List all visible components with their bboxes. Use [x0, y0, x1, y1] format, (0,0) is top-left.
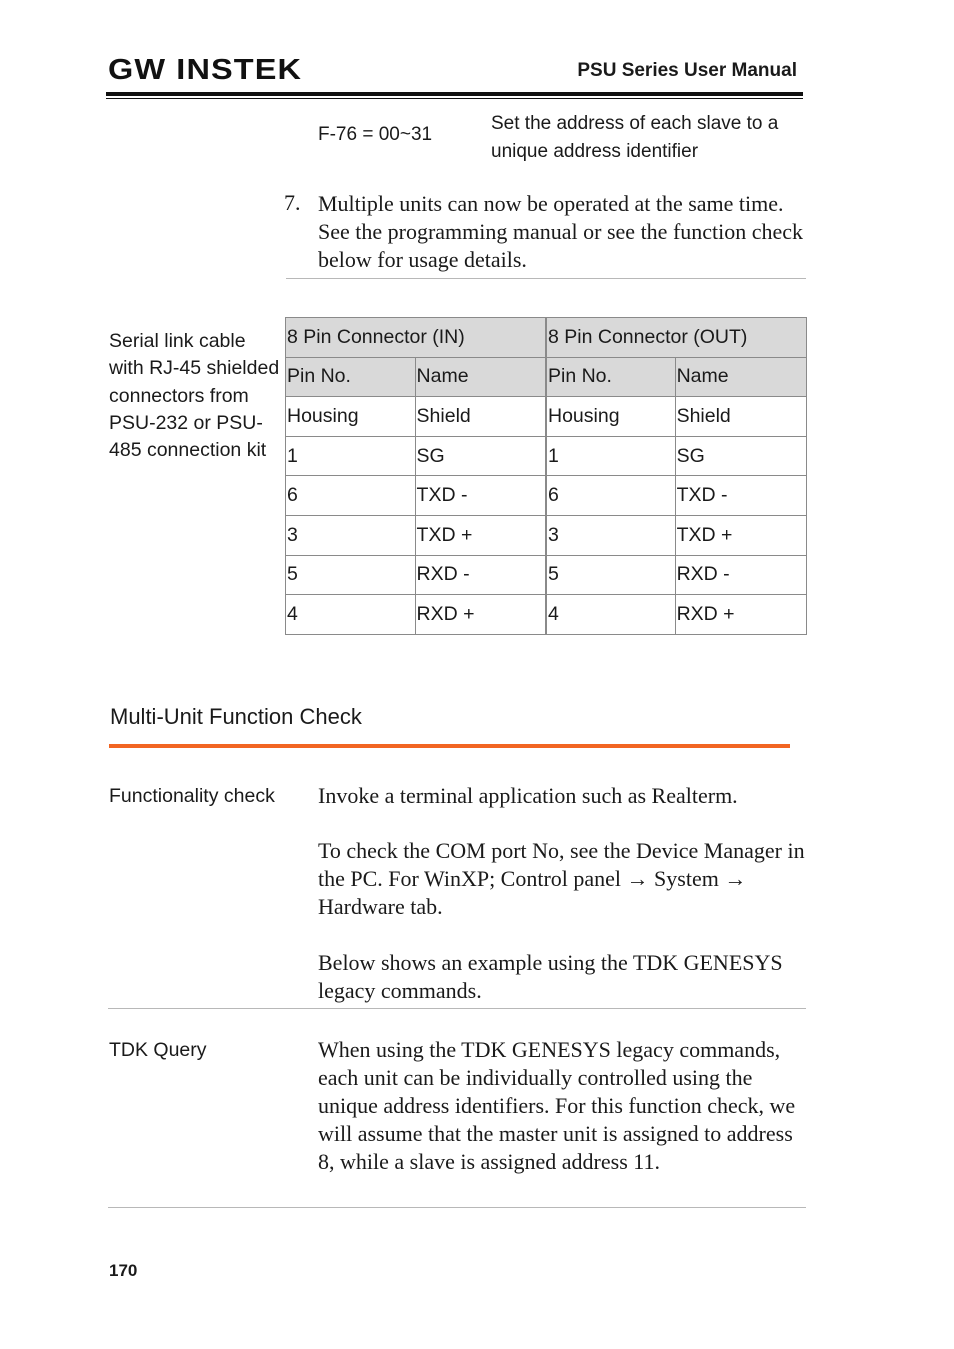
tdk-query-label: TDK Query [109, 1039, 207, 1061]
functionality-label: Functionality check [109, 785, 275, 807]
pin-cell: 1 [286, 436, 416, 476]
section-rule [109, 744, 790, 748]
step-text: Multiple units can now be operated at the same time. See the programming manual or see the function check below for usage details. [318, 191, 804, 272]
column-header-name: Name [415, 357, 545, 397]
table-title: 8 Pin Connector (OUT) [547, 318, 807, 358]
name-cell: TXD + [415, 515, 545, 555]
setting-key: F-76 = 00~31 [318, 124, 433, 145]
pin-cell: 6 [547, 476, 676, 516]
table-row [286, 555, 546, 595]
pin-table-out [546, 317, 807, 635]
tdk-query-text: When using the TDK GENESYS legacy commands, each unit can be individually controlled using the unique address identifiers. For this function check, we will assume that the master unit is assigned to address 8, while a slave is assigned address 11. [318, 1037, 796, 1174]
functionality-divider [108, 1008, 806, 1009]
name-cell: TXD + [675, 515, 806, 555]
functionality-paragraph-1: Invoke a terminal application such as Realterm. [318, 783, 738, 808]
step-divider [286, 278, 806, 279]
table-row [547, 397, 807, 437]
table-row [286, 397, 546, 437]
column-header-pin: Pin No. [286, 357, 416, 397]
header-rule [106, 92, 803, 96]
setting-description: Set the address of each slave to a unique address identifier [491, 113, 779, 162]
name-cell: TXD - [415, 476, 545, 516]
table-row [547, 476, 807, 516]
pin-cell: 4 [286, 595, 416, 635]
name-cell: RXD + [675, 595, 806, 635]
pin-cell: 4 [547, 595, 676, 635]
pin-cell: Housing [547, 397, 676, 437]
header-rule-thin [106, 98, 803, 99]
name-cell: SG [675, 436, 806, 476]
pin-cell: 5 [547, 555, 676, 595]
functionality-paragraph-2: To check the COM port No, see the Device Manager in the PC. For WinXP; Control panel → System → Hardware tab. [318, 838, 805, 919]
pin-cell: Housing [286, 397, 416, 437]
pin-table-in [285, 317, 546, 635]
name-cell: TXD - [675, 476, 806, 516]
page-number: 170 [109, 1261, 138, 1280]
name-cell: Shield [415, 397, 545, 437]
table-row [286, 436, 546, 476]
table-row [286, 476, 546, 516]
table-row [286, 515, 546, 555]
name-cell: RXD + [415, 595, 545, 635]
table-title: 8 Pin Connector (IN) [286, 318, 546, 358]
pin-cell: 3 [547, 515, 676, 555]
pin-cell: 6 [286, 476, 416, 516]
pin-cell: 3 [286, 515, 416, 555]
table-row [547, 436, 807, 476]
step-number: 7. [284, 190, 301, 215]
table-row [547, 515, 807, 555]
name-cell: RXD - [675, 555, 806, 595]
table-row [547, 555, 807, 595]
section-title: Multi-Unit Function Check [110, 704, 362, 729]
name-cell: RXD - [415, 555, 545, 595]
tdk-divider [108, 1207, 806, 1208]
column-header-name: Name [675, 357, 806, 397]
manual-title: PSU Series User Manual [577, 60, 797, 81]
functionality-paragraph-3: Below shows an example using the TDK GENESYS legacy commands. [318, 950, 783, 1003]
column-header-pin: Pin No. [547, 357, 676, 397]
pin-cell: 1 [547, 436, 676, 476]
table-row [286, 595, 546, 635]
brand-logo: GW INSTEK [108, 54, 303, 86]
table-row [547, 595, 807, 635]
cable-label: Serial link cable with RJ-45 shielded connectors from PSU-232 or PSU-485 connection kit [109, 330, 280, 462]
pin-cell: 5 [286, 555, 416, 595]
name-cell: SG [415, 436, 545, 476]
name-cell: Shield [675, 397, 806, 437]
